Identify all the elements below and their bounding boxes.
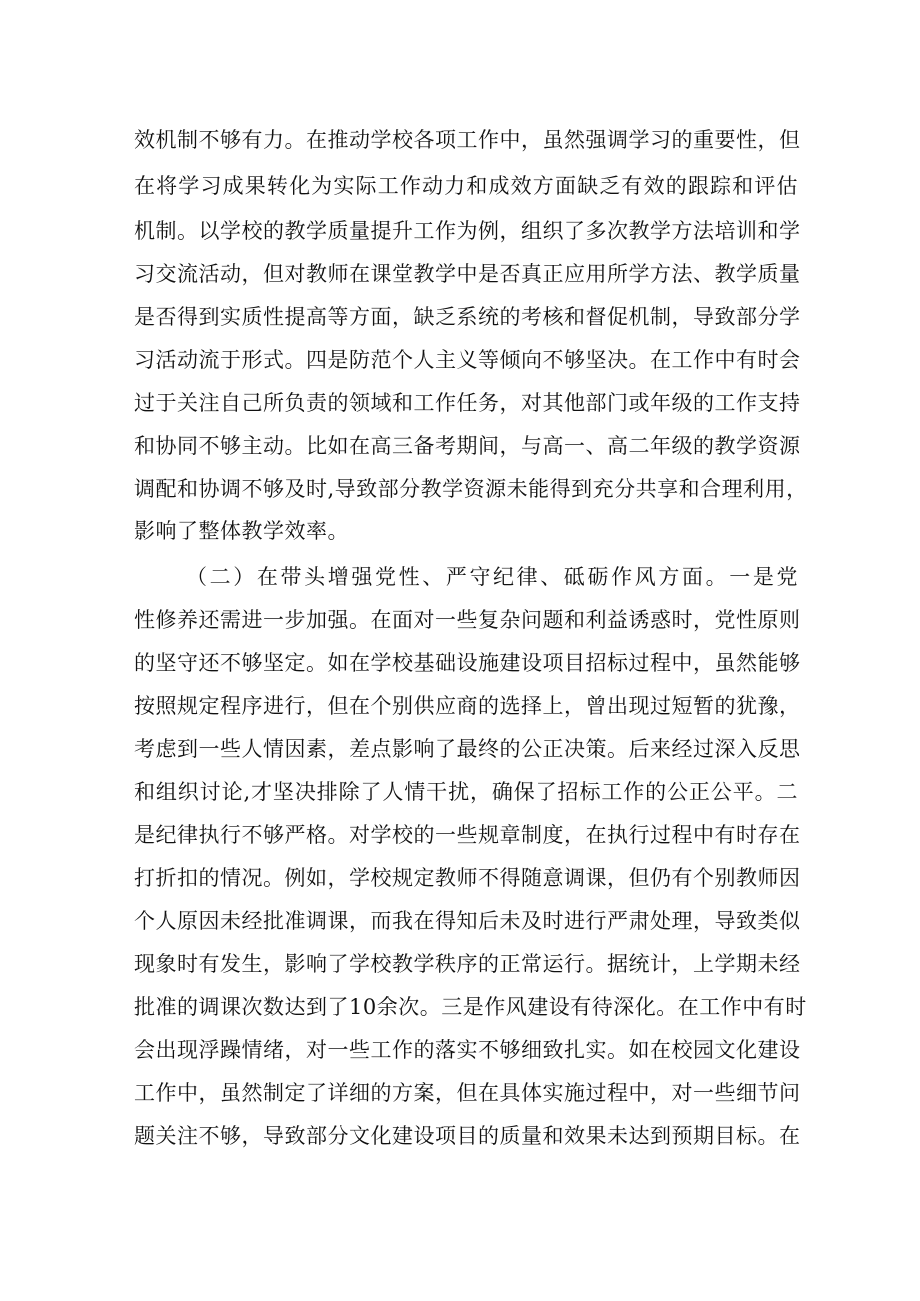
text-line: 习交流活动，但对教师在课堂教学中是否真正应用所学方法、教学质量 <box>134 262 801 286</box>
text-line: 机制。以学校的教学质量提升工作为例，组织了多次教学方法培训和学 <box>134 219 801 243</box>
text-line: 性修养还需进一步加强。在面对一些复杂问题和利益诱惑时，党性原则 <box>134 608 801 632</box>
text-line: 过于关注自己所负责的领域和工作任务，对其他部门或年级的工作支持 <box>134 391 801 415</box>
section-heading: （二）在带头增强党性、严守纪律、砥砺作风方面。 <box>186 565 730 589</box>
text-line: 在将学习成果转化为实际工作动力和成效方面缺乏有效的跟踪和评估 <box>134 174 798 198</box>
text-line: 个人原因未经批准调课，而我在得知后未及时进行严肃处理，导致类似 <box>134 909 801 933</box>
text-line: 打折扣的情况。例如，学校规定教师不得随意调课，但仍有个别教师因 <box>134 866 801 890</box>
text-line: 是否得到实质性提高等方面，缺乏系统的考核和督促机制，导致部分学 <box>134 305 801 329</box>
text-line: 调配和协调不够及时,导致部分教学资源未能得到充分共享和合理利用， <box>134 477 808 501</box>
text-line: 考虑到一些人情因素，差点影响了最终的公正决策。后来经过深入反思 <box>134 737 801 761</box>
text-line: 的坚守还不够坚定。如在学校基础设施建设项目招标过程中，虽然能够 <box>134 651 801 675</box>
text-line: 效机制不够有力。在推动学校各项工作中，虽然强调学习的重要性，但 <box>134 128 801 152</box>
text-line: 现象时有发生，影响了学校教学秩序的正常运行。据统计，上学期未经 <box>134 952 801 976</box>
text-line: 批准的调课次数达到了10余次。三是作风建设有待深化。在工作中有时 <box>134 995 807 1019</box>
text-span: 一是党 <box>729 565 799 589</box>
section-heading-line <box>186 562 798 592</box>
text-line: 工作中，虽然制定了详细的方案，但在具体实施过程中，对一些细节问 <box>134 1081 801 1105</box>
text-line: 习活动流于形式。四是防范个人主义等倾向不够坚决。在工作中有时会 <box>134 348 801 372</box>
text-line: 会出现浮躁情绪，对一些工作的落实不够细致扎实。如在校园文化建设 <box>134 1038 801 1062</box>
text-line: 和协同不够主动。比如在高三备考期间，与高一、高二年级的教学资源 <box>134 434 801 458</box>
text-line: 题关注不够，导致部分文化建设项目的质量和效果未达到预期目标。在 <box>134 1124 801 1148</box>
text-line: 和组织讨论,才坚决排除了人情干扰，确保了招标工作的公正公平。二 <box>134 780 798 804</box>
text-line: 影响了整体教学效率。 <box>134 519 349 543</box>
text-line: 是纪律执行不够严格。对学校的一些规章制度，在执行过程中有时存在 <box>134 823 801 847</box>
text-line: 按照规定程序进行，但在个别供应商的选择上，曾出现过短暂的犹豫， <box>134 694 801 718</box>
